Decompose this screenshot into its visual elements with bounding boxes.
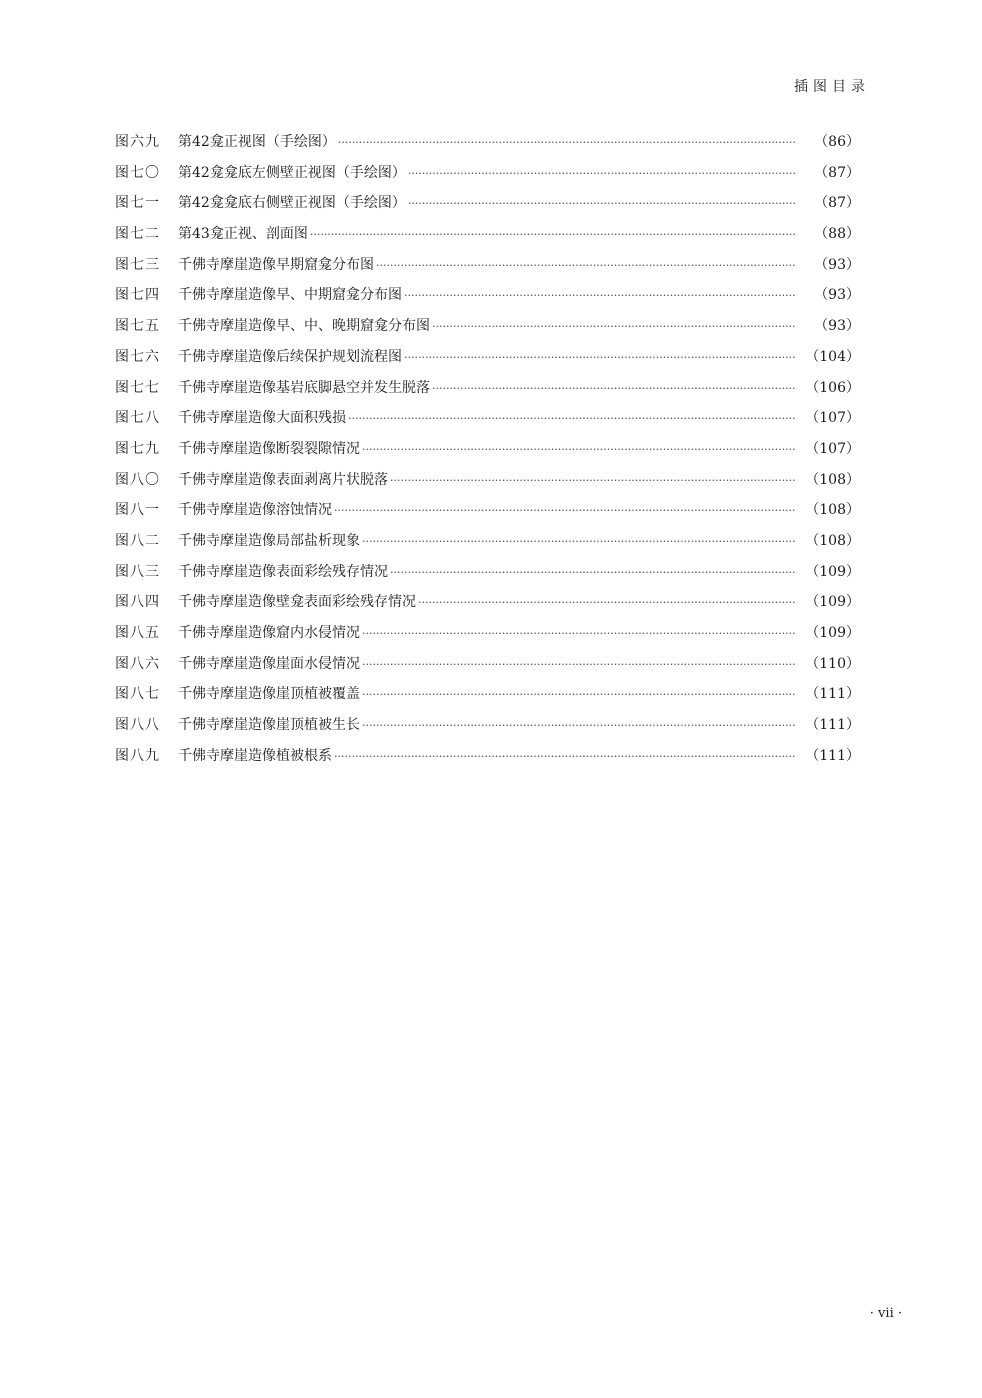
- dot-leader: [362, 443, 796, 456]
- dot-leader: [362, 627, 796, 640]
- figure-page-ref: （86）: [814, 134, 860, 150]
- toc-entry: [115, 162, 860, 193]
- figure-title: 千佛寺摩崖造像崖面水侵情况: [178, 655, 360, 672]
- toc-entry: [115, 131, 860, 162]
- figure-list: [115, 131, 860, 775]
- figure-page-ref: （107）: [805, 440, 860, 457]
- figure-page-ref: （111）: [805, 717, 860, 734]
- dot-leader: [408, 167, 796, 180]
- toc-entry: [115, 745, 860, 776]
- figure-page-ref: （87）: [814, 164, 860, 181]
- figure-page-ref: （88）: [814, 226, 860, 243]
- figure-title: 第42龛龛底右侧壁正视图（手绘图）: [178, 195, 406, 212]
- figure-title: 千佛寺摩崖造像溶蚀情况: [178, 502, 332, 519]
- figure-page-ref: （110）: [805, 655, 860, 672]
- figure-title: 千佛寺摩崖造像植被根系: [178, 747, 332, 764]
- toc-entry: [115, 561, 860, 592]
- figure-number: 图七七: [115, 379, 160, 396]
- figure-page-ref: （107）: [805, 410, 860, 427]
- dot-leader: [362, 719, 796, 732]
- figure-number: 图八四: [115, 594, 160, 611]
- figure-number: 图八八: [115, 717, 160, 734]
- figure-number: 图七九: [115, 440, 160, 457]
- figure-page-ref: （109）: [805, 563, 860, 580]
- figure-number: 图八三: [115, 563, 160, 580]
- dot-leader: [404, 289, 796, 302]
- dot-leader: [404, 351, 796, 364]
- figure-number: 图七五: [115, 318, 160, 335]
- dot-leader: [362, 535, 796, 548]
- figure-title: 千佛寺摩崖造像后续保护规划流程图: [178, 348, 402, 365]
- figure-number: 图七二: [115, 226, 160, 243]
- figure-number: 图八二: [115, 532, 160, 549]
- toc-entry: [115, 714, 860, 745]
- dot-leader: [432, 320, 796, 333]
- toc-entry: [115, 223, 860, 254]
- toc-entry: [115, 530, 860, 561]
- toc-entry: [115, 346, 860, 377]
- figure-page-ref: （108）: [805, 502, 860, 519]
- figure-title: 第42龛龛底左侧壁正视图（手绘图）: [178, 164, 406, 181]
- figure-number: 图八〇: [115, 471, 160, 488]
- figure-number: 图七四: [115, 287, 160, 304]
- toc-entry: [115, 469, 860, 500]
- figure-title: 第42龛正视图（手绘图）: [178, 134, 336, 150]
- toc-entry: [115, 438, 860, 469]
- figure-title: 千佛寺摩崖造像基岩底脚悬空并发生脱落: [178, 379, 430, 396]
- toc-entry: [115, 284, 860, 315]
- dot-leader: [390, 566, 796, 579]
- dot-leader: [362, 658, 796, 671]
- dot-leader: [418, 596, 796, 609]
- dot-leader: [338, 136, 796, 149]
- figure-page-ref: （106）: [805, 379, 860, 396]
- toc-entry: [115, 315, 860, 346]
- figure-number: 图六九: [115, 134, 160, 150]
- dot-leader: [362, 688, 796, 701]
- figure-number: 图七〇: [115, 164, 160, 181]
- figure-number: 图七八: [115, 410, 160, 427]
- dot-leader: [390, 474, 796, 487]
- figure-title: 千佛寺摩崖造像崖顶植被覆盖: [178, 686, 360, 703]
- toc-entry: [115, 653, 860, 684]
- figure-number: 图七六: [115, 348, 160, 365]
- figure-title: 千佛寺摩崖造像大面积残损: [178, 410, 346, 427]
- figure-number: 图七三: [115, 256, 160, 273]
- dot-leader: [334, 750, 796, 763]
- toc-entry: [115, 591, 860, 622]
- figure-number: 图八六: [115, 655, 160, 672]
- dot-leader: [408, 197, 796, 210]
- toc-entry: [115, 254, 860, 285]
- figure-page-ref: （109）: [805, 594, 860, 611]
- dot-leader: [376, 259, 796, 272]
- figure-number: 图八一: [115, 502, 160, 519]
- figure-number: 图八七: [115, 686, 160, 703]
- figure-title: 千佛寺摩崖造像早、中、晚期窟龛分布图: [178, 318, 430, 335]
- figure-title: 千佛寺摩崖造像早、中期窟龛分布图: [178, 287, 402, 304]
- dot-leader: [432, 382, 796, 395]
- figure-page-ref: （108）: [805, 532, 860, 549]
- toc-entry: [115, 683, 860, 714]
- figure-number: 图八五: [115, 625, 160, 641]
- running-header: 插图目录: [794, 79, 870, 95]
- figure-page-ref: （104）: [805, 348, 860, 365]
- figure-page-ref: （93）: [814, 256, 860, 273]
- dot-leader: [334, 504, 796, 517]
- figure-title: 千佛寺摩崖造像局部盐析现象: [178, 532, 360, 549]
- figure-page-ref: （93）: [814, 318, 860, 335]
- figure-page-ref: （109）: [805, 625, 860, 641]
- figure-title: 千佛寺摩崖造像断裂裂隙情况: [178, 440, 360, 457]
- figure-title: 千佛寺摩崖造像壁龛表面彩绘残存情况: [178, 594, 416, 611]
- figure-number: 图八九: [115, 747, 160, 764]
- toc-entry: [115, 499, 860, 530]
- figure-page-ref: （108）: [805, 471, 860, 488]
- figure-page-ref: （93）: [814, 287, 860, 304]
- figure-title: 第43龛正视、剖面图: [178, 226, 308, 243]
- toc-entry: [115, 192, 860, 223]
- figure-title: 千佛寺摩崖造像表面剥离片状脱落: [178, 471, 388, 488]
- figure-page-ref: （111）: [805, 686, 860, 703]
- figure-title: 千佛寺摩崖造像窟内水侵情况: [178, 625, 360, 641]
- figure-page-ref: （87）: [814, 195, 860, 212]
- toc-entry: [115, 622, 860, 653]
- figure-title: 千佛寺摩崖造像崖顶植被生长: [178, 717, 360, 734]
- dot-leader: [348, 412, 796, 425]
- figure-title: 千佛寺摩崖造像早期窟龛分布图: [178, 256, 374, 273]
- figure-page-ref: （111）: [805, 747, 860, 764]
- toc-entry: [115, 377, 860, 408]
- page-number: · vii ·: [869, 1306, 902, 1321]
- toc-entry: [115, 407, 860, 438]
- figure-number: 图七一: [115, 195, 160, 212]
- dot-leader: [310, 228, 796, 241]
- figure-title: 千佛寺摩崖造像表面彩绘残存情况: [178, 563, 388, 580]
